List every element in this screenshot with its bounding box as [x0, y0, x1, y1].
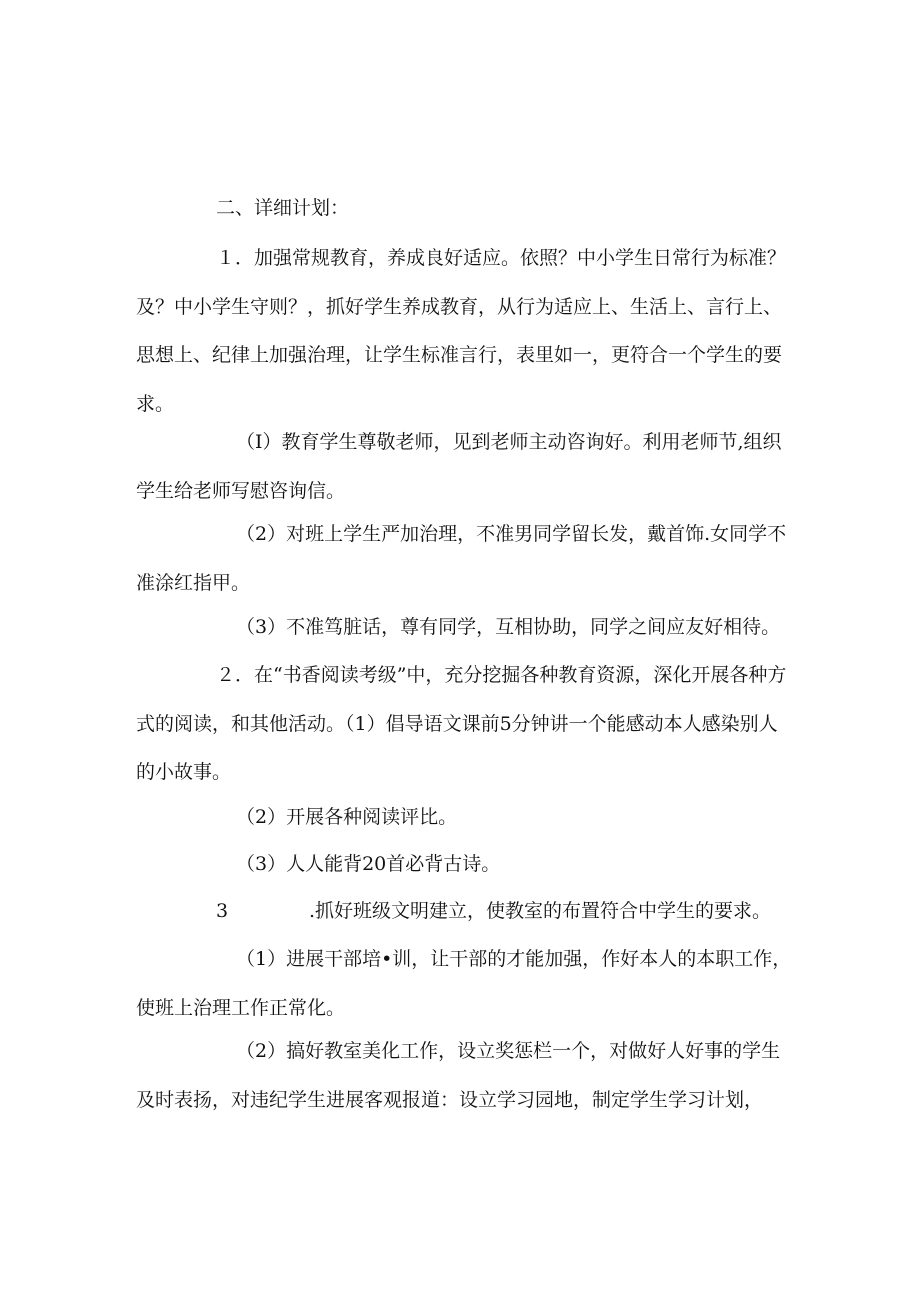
section-3-item-1-paragraph: （1）进展干部培•训，让干部的才能加强，作好本人的本职工作，使班上治理工作正常化。 — [136, 948, 792, 1019]
section-3-item-2-paragraph: （2）搞好教室美化工作，设立奖惩栏一个，对做好人好事的学生及时表扬，对违纪学生进展客观报道：设立学习园地，制定学生学习计划， — [136, 1040, 781, 1111]
section-1-item-3-paragraph: （3）不准笃脏话，尊有同学，互相协助，同学之间应友好相待。 — [236, 616, 781, 638]
section-2-item-3-paragraph: （3）人人能背20首必背古诗。 — [236, 853, 501, 875]
section-3-number: 3 — [216, 900, 229, 922]
section-1-intro-paragraph: １．加强常规教育，养成良好适应。依照？中小学生日常行为标准？及？中小学生守则？，抓好学生养成教育，从行为适应上、生活上、言行上、思想上、纪律上加强治理，让学生标准言行，表里如一，更符合一个学生的要求。 — [136, 247, 787, 415]
section-2-item-2-paragraph: （2）开展各种阅读评比。 — [236, 806, 458, 828]
section-1-item-1-paragraph: （I）教育学生尊敬老师，见到老师主动咨询好。利用老师节,组织学生给老师写慰咨询信。 — [136, 431, 782, 502]
section-1-item-2-paragraph: （2）对班上学生严加治理，不准男同学留长发，戴首饰.女同学不准涂红指甲。 — [136, 523, 787, 594]
section-2-intro-paragraph: ２．在“书香阅读考级”中，充分挖掘各种教育资源，深化开展各种方式的阅读，和其他活动。（1）倡导语文课前5分钟讲一个能感动本人感染别人的小故事。 — [136, 664, 787, 783]
section-heading: 二、详细计划： — [216, 197, 350, 219]
section-3-intro-text: .抓好班级文明建立，使教室的布置符合中学生的要求。 — [309, 900, 772, 922]
